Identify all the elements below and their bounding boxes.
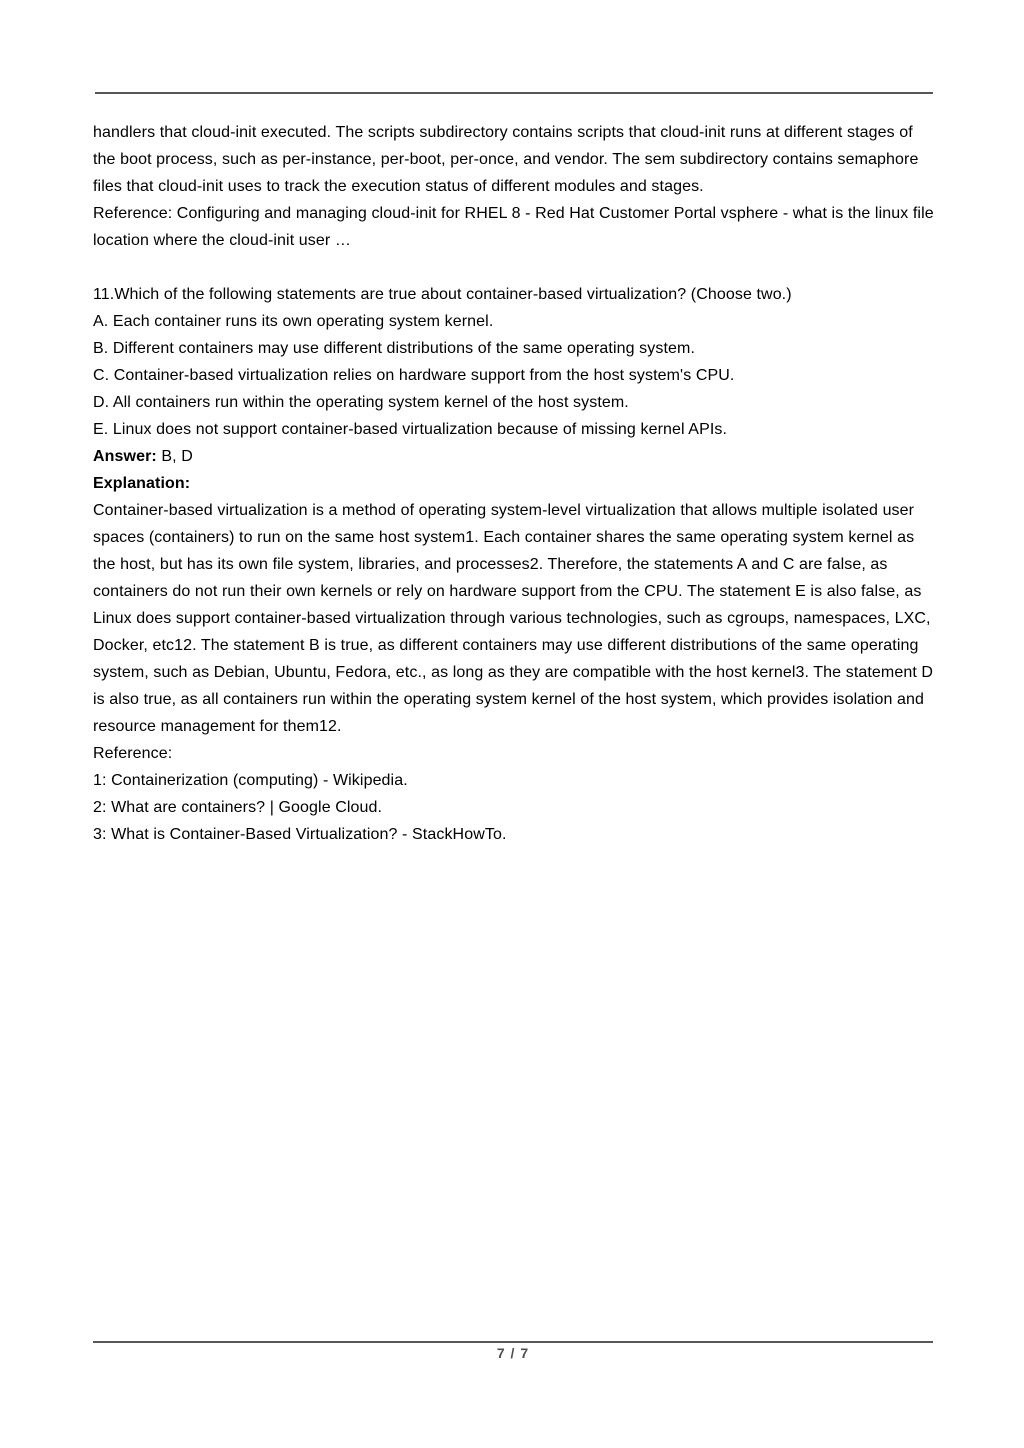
answer-value: B, D xyxy=(156,448,193,465)
question-option-a: A. Each container runs its own operating system kernel. xyxy=(93,313,494,330)
answer-label: Answer: xyxy=(93,448,157,465)
cloud-init-paragraph: handlers that cloud-init executed. The scripts subdirectory contains scripts that cloud-init runs at different stages of the boot process, such as per-instance, per-boot, per-once, and vendor. The sem subdirectory contains semaphore files that cloud-init uses to track the execution status of different modules and stages. xyxy=(93,124,919,195)
explanation-label-line xyxy=(93,470,939,497)
page-number: 7 / 7 xyxy=(496,1345,530,1361)
cloud-init-reference: Reference: Configuring and managing cloud-init for RHEL 8 - Red Hat Customer Portal vsphere - what is the linux file location where the cloud-init user … xyxy=(93,205,934,249)
question-option-d: D. All containers run within the operating system kernel of the host system. xyxy=(93,394,629,411)
reference-item-1: 1: Containerization (computing) - Wikipedia. xyxy=(93,772,408,789)
question-option-e: E. Linux does not support container-based virtualization because of missing kernel APIs. xyxy=(93,421,728,438)
references-label: Reference: xyxy=(93,745,173,762)
explanation-label: Explanation: xyxy=(93,475,191,492)
page-content xyxy=(93,119,939,848)
question-block xyxy=(93,281,939,848)
reference-item-2: 2: What are containers? | Google Cloud. xyxy=(93,799,383,816)
question-option-b: B. Different containers may use different distributions of the same operating system. xyxy=(93,340,695,357)
question-option-c: C. Container-based virtualization relies on hardware support from the host system's CPU. xyxy=(93,367,735,384)
header-rule xyxy=(95,92,933,94)
answer-line xyxy=(93,443,939,470)
footer-rule xyxy=(93,1341,933,1343)
explanation-text: Container-based virtualization is a method of operating system-level virtualization that allows multiple isolated user spaces (containers) to run on the same host system1. Each container shares the same operating system kernel as the host, but has its own file system, libraries, and processes2. Therefore, the statements A and C are false, as containers do not run their own kernels or rely on hardware support from the CPU. The statement E is also false, as Linux does support container-based virtualization through various technologies, such as cgroups, namespaces, LXC, Docker, etc12. The statement B is true, as different containers may use different distributions of the same operating system, such as Debian, Ubuntu, Fedora, etc., as long as they are compatible with the host kernel3. The statement D is also true, as all containers run within the operating system kernel of the host system, which provides isolation and resource management for them12. xyxy=(93,502,934,735)
reference-item-3: 3: What is Container-Based Virtualization? - StackHowTo. xyxy=(93,826,507,843)
question-text: 11.Which of the following statements are true about container-based virtualization? (Choose two.) xyxy=(93,286,792,303)
